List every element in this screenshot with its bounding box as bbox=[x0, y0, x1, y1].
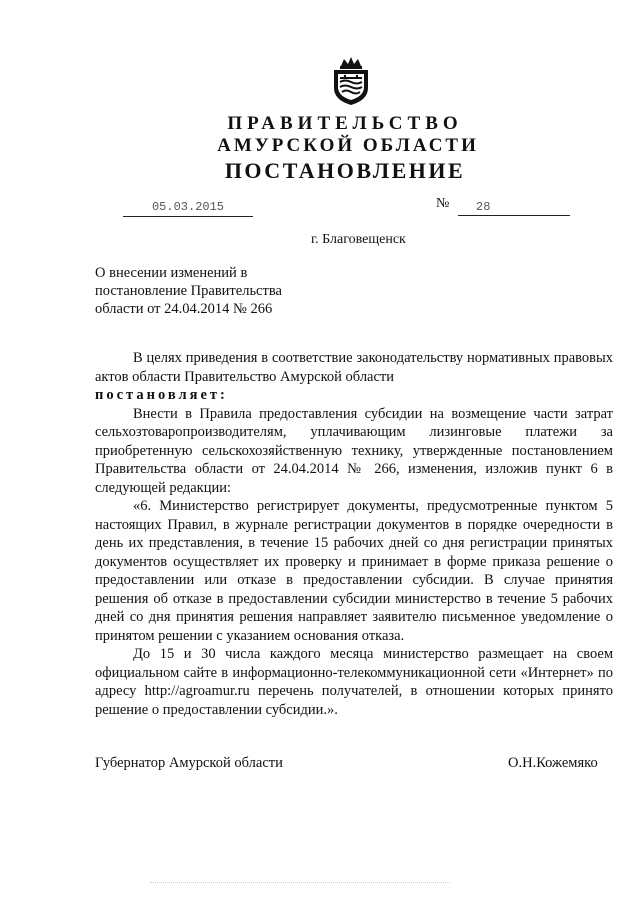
decree-word: постановляет: bbox=[95, 387, 228, 403]
subject-line: области от 24.04.2014 № 266 bbox=[95, 301, 273, 317]
body-paragraph: «6. Министерство регистрирует документы, предусмотренные пунктом 5 настоящих Правил, в журнале регистрации документов в порядке очередности в день их представления, в течение 15 рабочих дней со дня регистрации принятых документов осуществляет их проверку и принимает в форме приказа решение о предоставлении или отказе в предоставлении субсидии. В случае принятия решения об отказе в предоставлении субсидии министерство в течение 5 рабочих дней со дня принятия решения направляет заявителю письменное уведомление о принятом решении с указанием основания отказа. bbox=[95, 498, 613, 644]
number-sign: № bbox=[436, 196, 450, 211]
document-number: 28 bbox=[458, 198, 570, 216]
document-date: 05.03.2015 bbox=[123, 198, 253, 217]
organization-name-line1: ПРАВИТЕЛЬСТВО bbox=[227, 113, 463, 134]
signatory-name: О.Н.Кожемяко bbox=[508, 755, 598, 771]
body-paragraph: В целях приведения в соответствие законодательству нормативных правовых актов области Правительство Амурской области bbox=[95, 350, 613, 385]
document-subject bbox=[95, 264, 325, 318]
body-paragraph: Внести в Правила предоставления субсидии на возмещение части затрат сельхозтоваропроизводителям, уплачивающим лизинговые платежи за приобретенную сельскохозяйственную технику, утвержденные постановлением Правительства области от 24.04.2014 № 266, изменения, изложив пункт 6 в следующей редакции: bbox=[95, 405, 613, 496]
scan-artifact-line bbox=[150, 882, 450, 889]
city-name: г. Благовещенск bbox=[311, 232, 406, 247]
subject-line: постановление Правительства bbox=[95, 283, 282, 299]
document-type-title: ПОСТАНОВЛЕНИЕ bbox=[224, 158, 466, 183]
subject-line: О внесении изменений в bbox=[95, 265, 248, 281]
signatory-role: Губернатор Амурской области bbox=[95, 755, 283, 771]
organization-name-line2: АМУРСКОЙ ОБЛАСТИ bbox=[217, 135, 479, 156]
coat-of-arms-icon bbox=[329, 56, 373, 106]
document-body bbox=[95, 349, 613, 719]
body-paragraph: До 15 и 30 числа каждого месяца министерство размещает на своем официальном сайте в информационно-телекоммуникационной сети «Интернет» по адресу http://agroamur.ru перечень получателей, в отношении которых принято решение о предоставлении субсидии.». bbox=[95, 646, 613, 718]
